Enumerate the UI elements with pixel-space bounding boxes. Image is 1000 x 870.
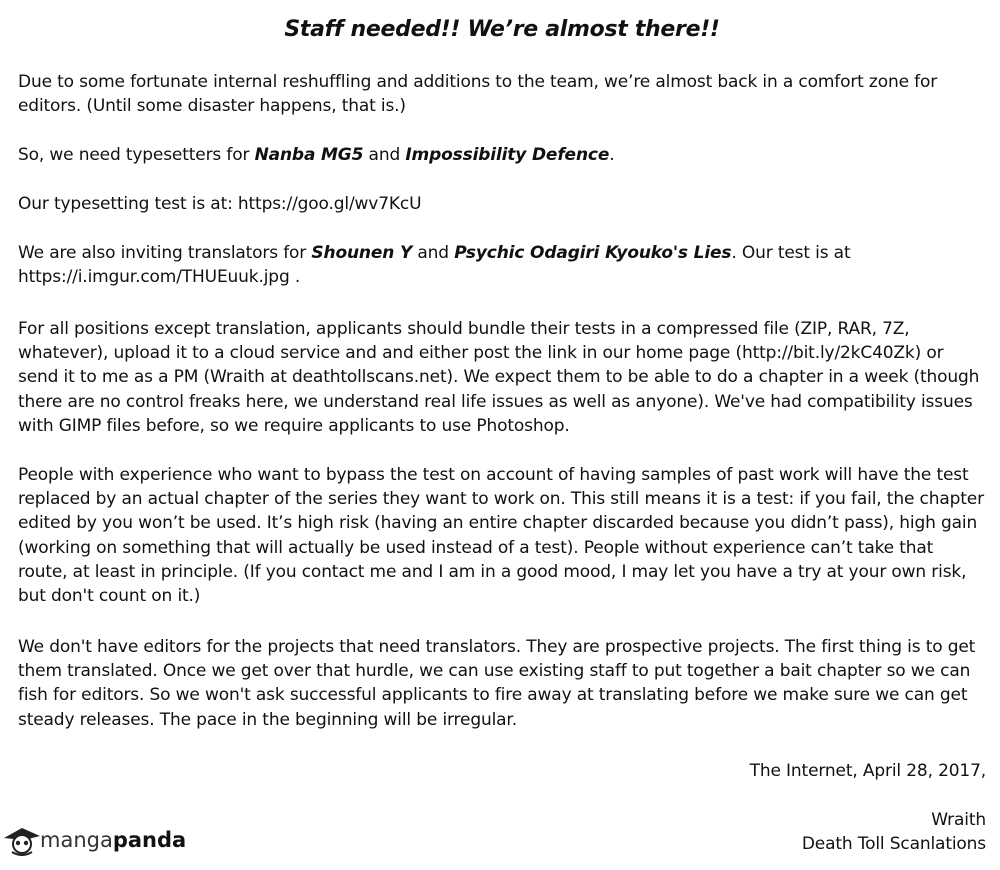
- group-name: Death Toll Scanlations: [801, 834, 986, 854]
- dateline: The Internet, April 28, 2017,: [749, 761, 986, 781]
- paragraph-editors: We don't have editors for the projects that need translators. They are prospective projects. The first thing is to get them translated. Once we get over that hurdle, we can use existing staff to put together a bait chapter so we can fish for editors. So we won't ask successful applicants to fire away at translating before we make sure we can get steady releases. The pace in the beginning will be irregular.: [18, 637, 976, 730]
- series-title: Psychic Odagiri Kyouko's Lies: [454, 243, 732, 263]
- signature: Wraith: [931, 810, 986, 830]
- paragraph-typesetters: So, we need typesetters for Nanba MG5 and Impossibility Defence.: [18, 145, 615, 165]
- page-title: Staff needed!! We’re almost there!!: [284, 17, 720, 42]
- paragraph-translators: We are also inviting translators for Shounen Y and Psychic Odagiri Kyouko's Lies. Our test is at https://i.imgur.com/THUEuuk.jpg .: [18, 243, 851, 288]
- series-title: Impossibility Defence: [405, 145, 610, 165]
- paragraph-positions: For all positions except translation, applicants should bundle their tests in a compressed file (ZIP, RAR, 7Z, whatever), upload it to a cloud service and and either post the link in our home page (http://bit.ly/2kC40Zk) or send it to me as a PM (Wraith at deathtollscans.net). We expect them to be able to do a chapter in a week (though there are no control freaks here, we understand real life issues as well as anyone). We've had compatibility issues with GIMP files before, so we require applicants to use Photoshop.: [18, 319, 980, 436]
- paragraph-test-link: Our typesetting test is at: https://goo.gl/wv7KcU: [18, 194, 422, 214]
- series-title: Shounen Y: [311, 243, 413, 263]
- logo-wordmark: mangapanda: [40, 828, 187, 852]
- paragraph-experience: People with experience who want to bypass the test on account of having samples of past work will have the test replaced by an actual chapter of the series they want to work on. This still means it is a test: if you fail, the chapter edited by you won’t be used. It’s high risk (having an entire chapter discarded because you didn’t pass), high gain (working on something that will actually be used instead of a test). People without experience can’t take that route, at least in principle. (If you contact me and I am in a good mood, I may let you have a try at your own risk, but don't count on it.): [18, 465, 984, 607]
- paragraph-intro: Due to some fortunate internal reshuffling and additions to the team, we’re almost back in a comfort zone for editors. (Until some disaster happens, that is.): [18, 72, 938, 117]
- panda-hat-icon: [2, 822, 42, 860]
- series-title: Nanba MG5: [254, 145, 364, 165]
- mangapanda-logo: [2, 822, 187, 858]
